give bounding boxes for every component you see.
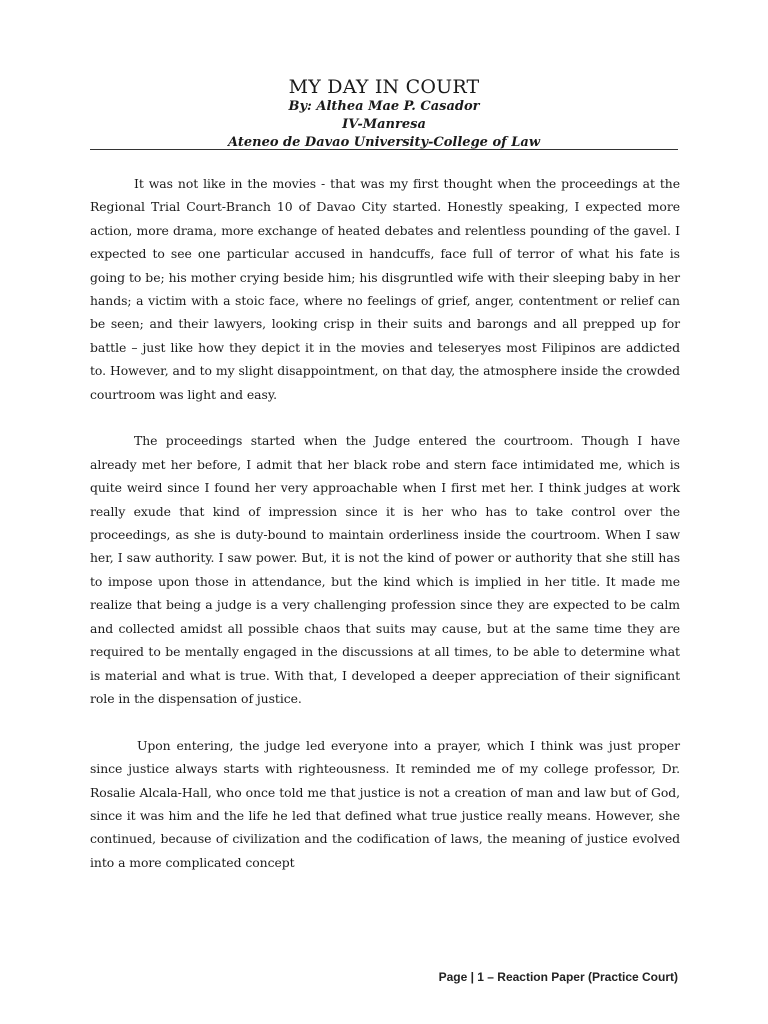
document-header [90,76,678,152]
section-line: IV-Manresa [342,117,426,132]
paragraph-1: It was not like in the movies - that was my first thought when the proceedings at the Regional Trial Court-Branch 10 of Davao City started. Honestly speaking, I expected more action, more drama, more exchange of heated debates and relentless pounding of the gavel. I expected to see one particular accused in handcuffs, face full of terror of what his fate is going to be; his mother crying beside him; his disgruntled wife with their sleeping baby in her hands; a victim with a stoic face, where no feelings of grief, anger, contentment or relief can be seen; and their lawyers, looking crisp in their suits and barongs and all prepped up for battle – just like how they depict it in the movies and teleseryes most Filipinos are addicted to. However, and to my slight disappointment, on that day, the atmosphere inside the crowded courtroom was light and easy. [90,176,680,402]
page-footer: Page | 1 – Reaction Paper (Practice Court) [438,970,678,984]
document-title: MY DAY IN COURT [288,76,480,98]
paragraph-2: The proceedings started when the Judge entered the courtroom. Though I have already met her before, I admit that her black robe and stern face intimidated me, which is quite weird since I found her very approachable when I first met her. I think judges at work really exude that kind of impression since it is her who has to take control over the proceedings, as she is duty-bound to maintain orderliness inside the courtroom. When I saw her, I saw authority. I saw power. But, it is not the kind of power or authority that she still has to impose upon those in attendance, but the kind which is implied in her title. It made me realize that being a judge is a very challenging profession since they are expected to be calm and collected amidst all possible chaos that suits may cause, but at the same time they are required to be mentally engaged in the discussions at all times, to be able to determine what is material and what is true. With that, I developed a deeper appreciation of their significant role in the dispensation of justice. [90,433,680,706]
document-body [90,172,680,898]
school-line: Ateneo de Davao University-College of Law [227,135,541,150]
header-divider [90,149,678,150]
author-line: By: Althea Mae P. Casador [288,99,480,114]
paragraph-3: Upon entering, the judge led everyone into a prayer, which I think was just proper since justice always starts with righteousness. It reminded me of my college professor, Dr. Rosalie Alcala-Hall, who once told me that justice is not a creation of man and law but of God, since it was him and the life he led that defined what true justice really means. However, she continued, because of civilization and the codification of laws, the meaning of justice evolved into a more complicated concept [90,737,680,870]
